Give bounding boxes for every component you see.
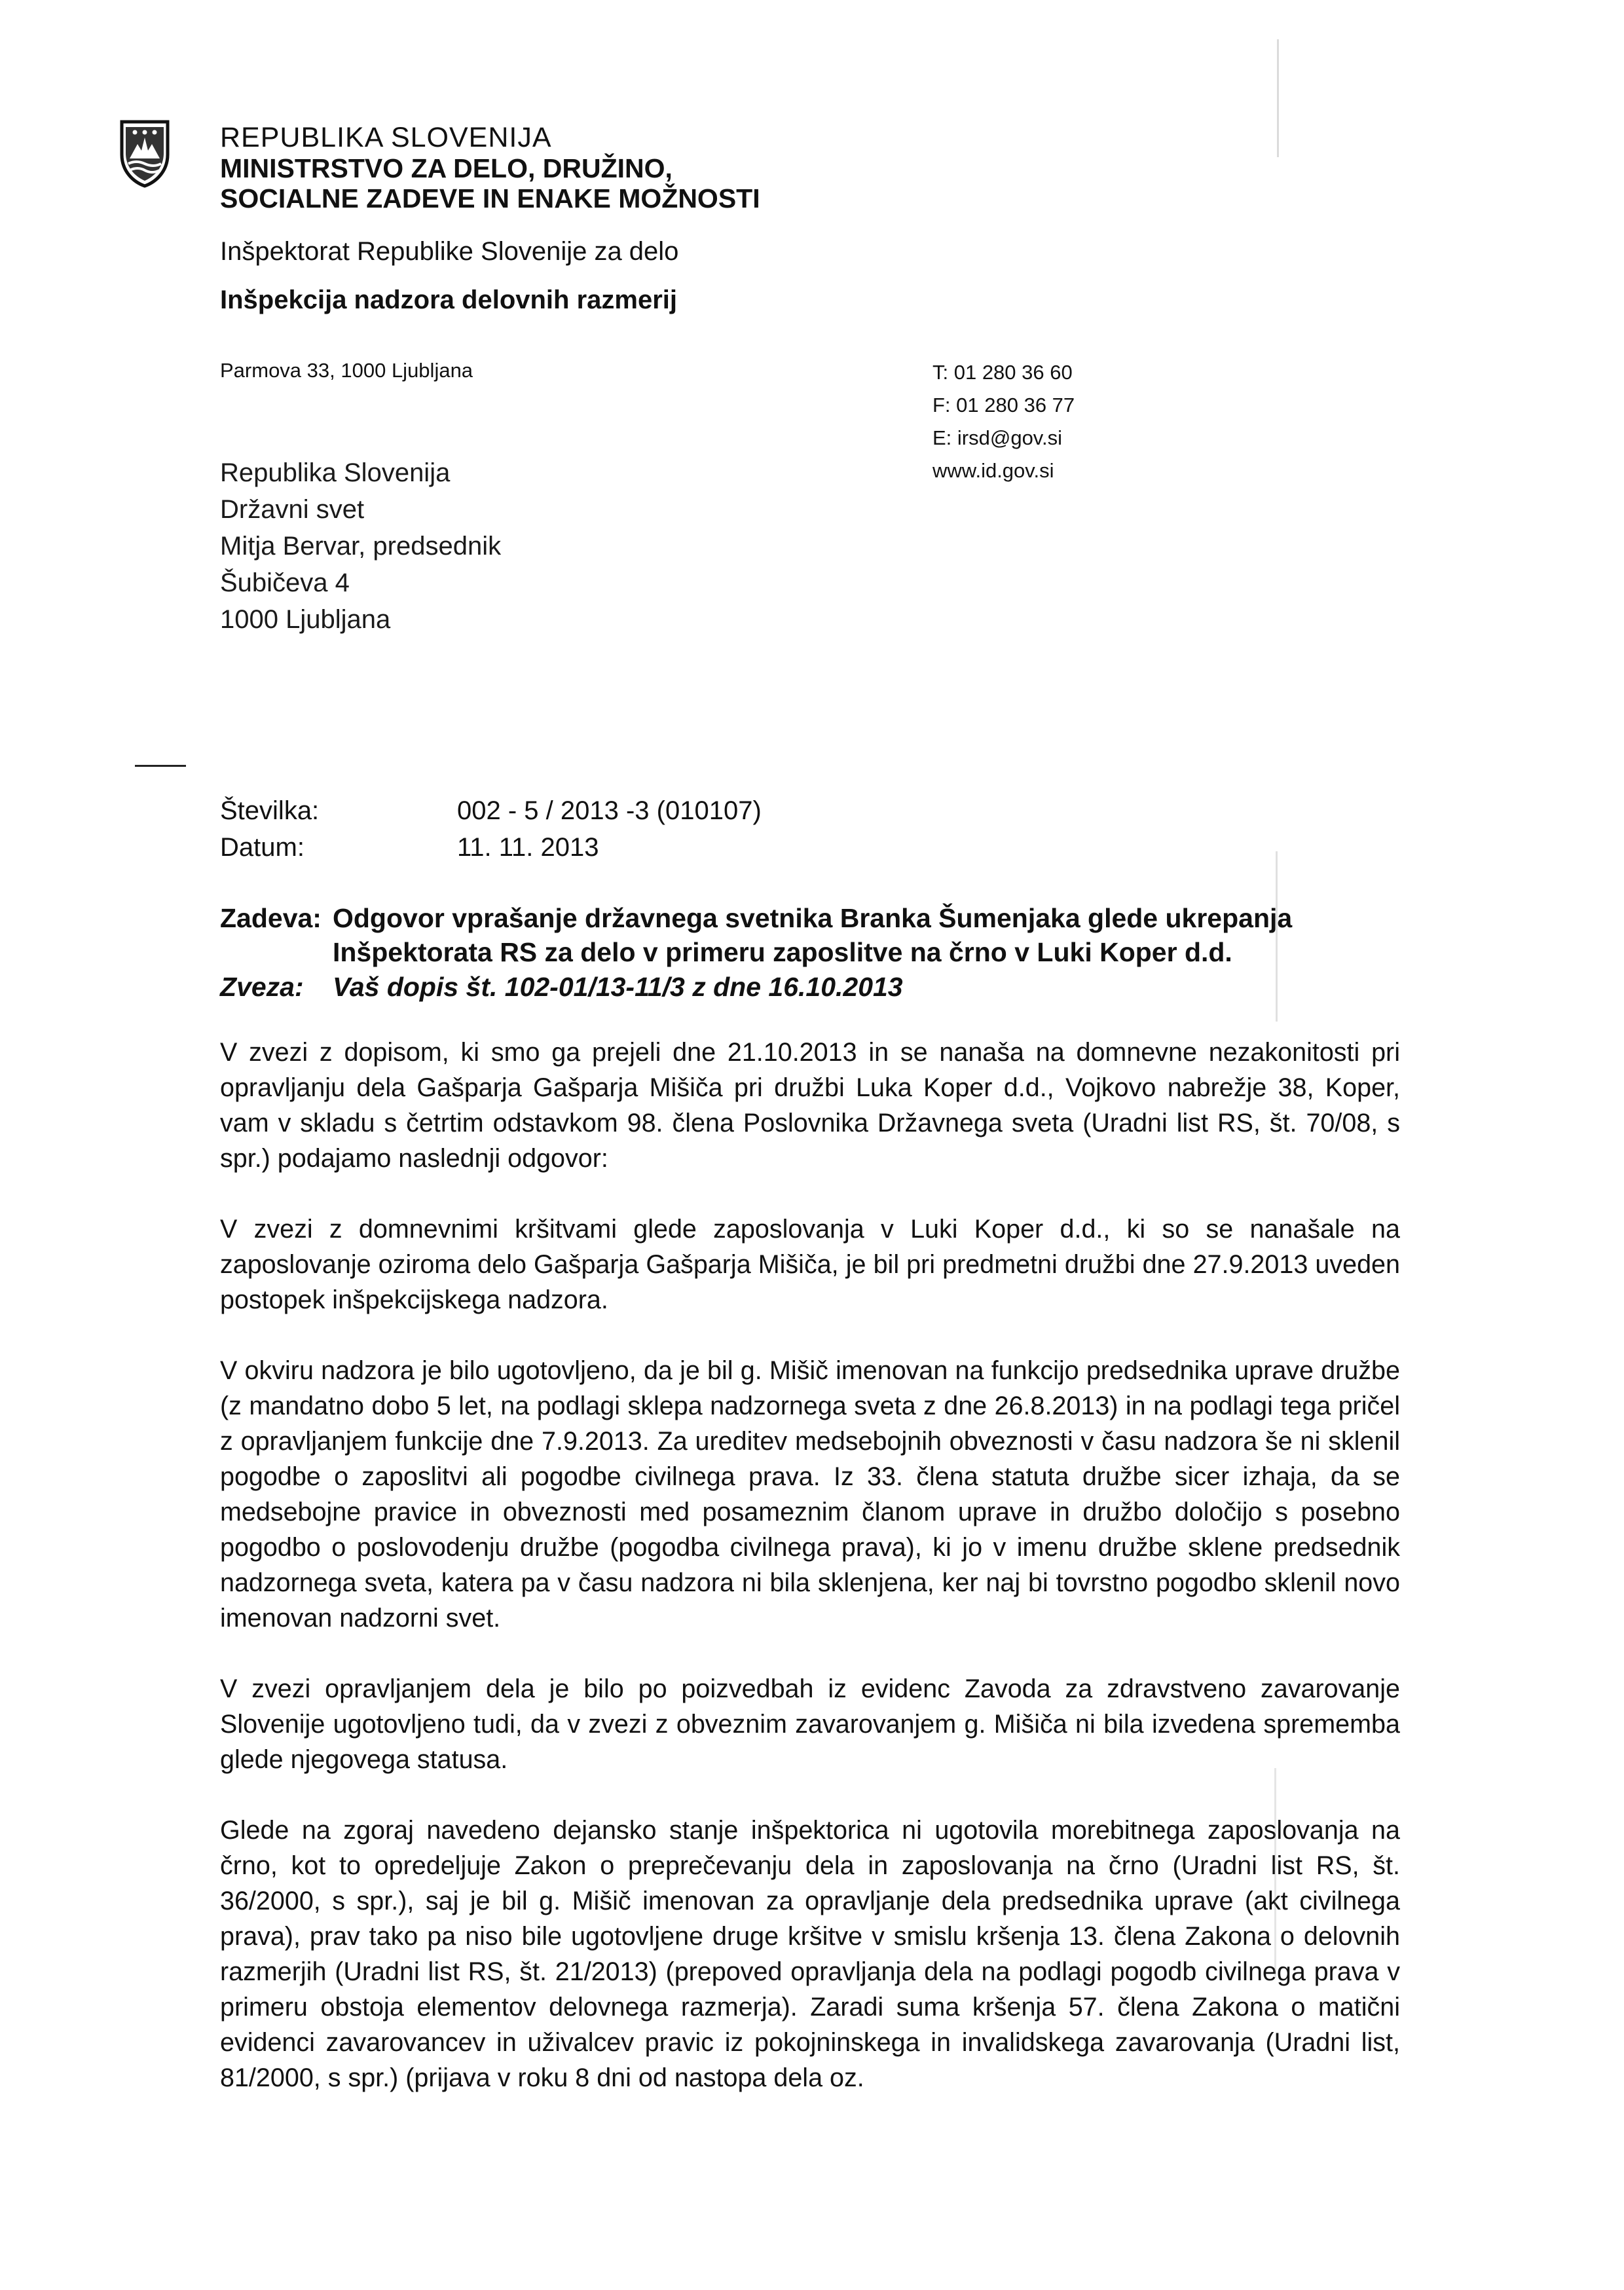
- header-inspectorate: Inšpektorat Republike Slovenije za delo: [220, 237, 679, 266]
- contact-block: [932, 356, 1075, 487]
- scan-artifact: [1276, 851, 1278, 1022]
- header-republic: REPUBLIKA SLOVENIJA: [220, 122, 552, 153]
- reference-value: Vaš dopis št. 102-01/13-11/3 z dne 16.10.2013: [333, 972, 903, 1002]
- date-label: Datum:: [220, 833, 304, 862]
- contact-web: www.id.gov.si: [932, 459, 1054, 482]
- header-address: Parmova 33, 1000 Ljubljana: [220, 359, 473, 382]
- letter-body: [220, 1035, 1400, 2131]
- reference-label: Zveza:: [220, 972, 304, 1002]
- body-paragraph: V zvezi z dopisom, ki smo ga prejeli dne 21.10.2013 in se nanaša na domnevne nezakonitosti pri opravljanju dela Gašparja Gašparja Mišiča pri družbi Luka Koper d.d., Vojkovo nabrežje 38, Koper, vam v skladu s četrtim odstavkom 98. člena Poslovnika Državnega sveta (Uradni list RS, št. 70/08, s spr.) podajamo naslednji odgovor:: [220, 1038, 1400, 1173]
- recipient-line: Republika Slovenija: [220, 458, 451, 487]
- body-paragraph: V zvezi z domnevnimi kršitvami glede zaposlovanja v Luki Koper d.d., ki so se nanašale na zaposlovanje oziroma delo Gašparja Gašparja Mišiča, je bil pri predmetni družbi dne 27.9.2013 uveden postopek inšpekcijskega nadzora.: [220, 1215, 1400, 1314]
- scan-artifact: [1277, 39, 1279, 157]
- body-paragraph: V zvezi opravljanjem dela je bilo po poizvedbah iz evidenc Zavoda za zdravstveno zavarovanje Slovenije ugotovljeno tudi, da v zvezi z obveznim zavarovanjem g. Mišiča ni bila izvedena sprememba glede njegovega statusa.: [220, 1674, 1400, 1774]
- scan-artifact: [1274, 1768, 1276, 1978]
- reference-block: [220, 972, 903, 1003]
- document-meta: [220, 792, 762, 866]
- contact-phone: T: 01 280 36 60: [932, 361, 1073, 384]
- number-value: 002 - 5 / 2013 -3 (010107): [457, 796, 762, 825]
- recipient-line: Šubičeva 4: [220, 568, 350, 597]
- body-paragraph: V okviru nadzora je bilo ugotovljeno, da je bil g. Mišič imenovan na funkcijo predsednika uprave družbe (z mandatno dobo 5 let, na podlagi sklepa nadzornega sveta z dne 26.8.2013) in na podlagi tega pričel z opravljanjem funkcije dne 7.9.2013. Za ureditev medsebojnih obveznosti v času nadzora še ni sklenil pogodbe o zaposlitvi ali pogodbe civilnega prava. Iz 33. člena statuta družbe sicer izhaja, da se medsebojne pravice in obveznosti med posameznim članom uprave in družbo določijo s posebno pogodbo o poslovodenju družbe (pogodba civilnega prava), ki jo v imenu družbe sklene predsednik nadzornega sveta, katera pa v času nadzora ni bila sklenjena, ker naj bi tovrstno pogodbo sklenil novo imenovan nadzorni svet.: [220, 1356, 1400, 1633]
- recipient-line: 1000 Ljubljana: [220, 605, 391, 634]
- subject-block: [220, 901, 1292, 969]
- subject-label: Zadeva:: [220, 903, 322, 933]
- recipient-address: [220, 454, 501, 638]
- coat-of-arms-icon: [118, 118, 172, 189]
- contact-fax: F: 01 280 36 77: [932, 394, 1075, 416]
- header-ministry-line1: MINISTRSTVO ZA DELO, DRUŽINO,: [220, 153, 673, 183]
- recipient-line: Državni svet: [220, 495, 365, 524]
- header-department: Inšpekcija nadzora delovnih razmerij: [220, 286, 678, 314]
- subject-line2: Inšpektorata RS za delo v primeru zaposlitve na črno v Luki Koper d.d.: [333, 937, 1232, 967]
- body-paragraph: Glede na zgoraj navedeno dejansko stanje inšpektorica ni ugotovila morebitnega zaposlovanja na črno, kot to opredeljuje Zakon o preprečevanju dela in zaposlovanja na črno (Uradni list RS, št. 36/2000, s spr.), saj je bil g. Mišič imenovan za opravljanje dela predsednika uprave (akt civilnega prava), prav tako pa niso bile ugotovljene druge kršitve v smislu kršenja 13. člena Zakona o delovnih razmerjih (Uradni list RS, št. 21/2013) (prepoved opravljanja dela na podlagi pogodb civilnega prava v primeru obstoja elementov delovnega razmerja). Zaradi suma kršenja 57. člena Zakona o matični evidenci zavarovancev in uživalcev pravic iz pokojninskega in invalidskega zavarovanja (Uradni list, 81/2000, s spr.) (prijava v roku 8 dni od nastopa dela oz.: [220, 1816, 1400, 2092]
- number-label: Številka:: [220, 796, 320, 825]
- fold-mark: [135, 765, 186, 767]
- contact-email: E: irsd@gov.si: [932, 426, 1063, 449]
- date-value: 11. 11. 2013: [457, 833, 599, 862]
- recipient-line: Mitja Bervar, predsednik: [220, 532, 502, 561]
- header-ministry-line2: SOCIALNE ZADEVE IN ENAKE MOŽNOSTI: [220, 183, 760, 213]
- subject-line1: Odgovor vprašanje državnega svetnika Branka Šumenjaka glede ukrepanja: [333, 903, 1293, 933]
